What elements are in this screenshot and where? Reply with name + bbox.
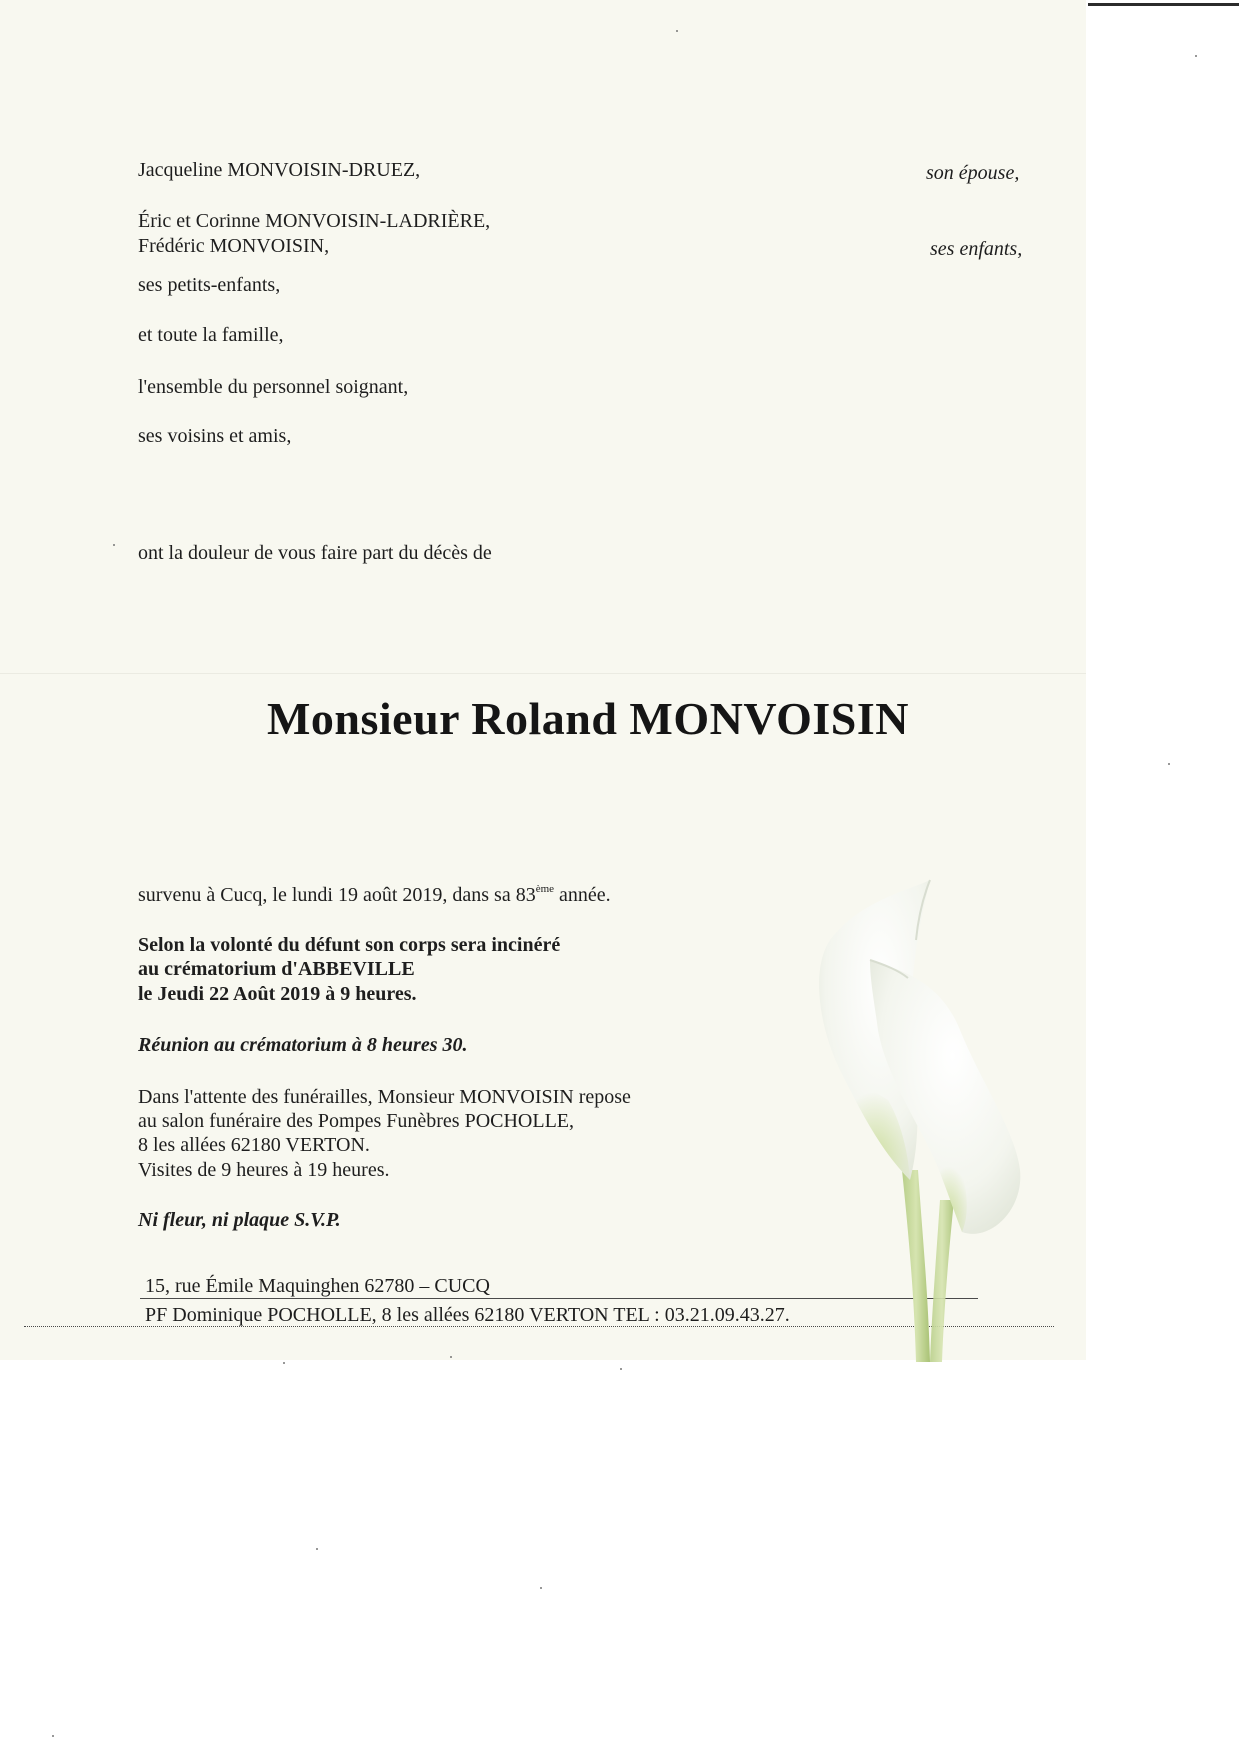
staff-line: l'ensemble du personnel soignant,	[138, 376, 409, 398]
scan-speck	[316, 1548, 318, 1550]
family-line: et toute la famille,	[138, 324, 284, 346]
announcement-intro: ont la douleur de vous faire part du décès de	[138, 542, 492, 564]
scan-speck	[113, 544, 115, 546]
deceased-name: Monsieur Roland MONVOISIN	[266, 693, 910, 744]
scan-speck	[283, 1362, 285, 1364]
grandchildren-line: ses petits-enfants,	[138, 274, 281, 296]
card-fold-line	[0, 673, 1086, 674]
scan-speck	[620, 1368, 622, 1370]
child-2-name: Frédéric MONVOISIN,	[138, 235, 330, 257]
scan-speck	[1195, 55, 1197, 57]
spouse-name: Jacqueline MONVOISIN-DRUEZ,	[138, 159, 421, 181]
footer-funeral-home: PF Dominique POCHOLLE, 8 les allées 62180 VERTON TEL : 03.21.09.43.27.	[145, 1304, 790, 1326]
visitation-line-1: Dans l'attente des funérailles, Monsieur MONVOISIN repose	[138, 1086, 631, 1108]
ceremony-line-3: le Jeudi 22 Août 2019 à 9 heures.	[138, 983, 417, 1005]
neighbours-line: ses voisins et amis,	[138, 425, 292, 447]
death-details	[138, 883, 611, 907]
scan-speck	[450, 1356, 452, 1358]
death-details-superscript: ème	[535, 883, 555, 895]
calla-lily-icon	[790, 870, 1050, 1362]
visitation-line-4: Visites de 9 heures à 19 heures.	[138, 1159, 390, 1181]
death-details-text: survenu à Cucq, le lundi 19 août 2019, dans sa 83	[138, 884, 536, 906]
flowers-request: Ni fleur, ni plaque S.V.P.	[138, 1209, 341, 1231]
children-role: ses enfants,	[930, 238, 1023, 260]
child-1-name: Éric et Corinne MONVOISIN-LADRIÈRE,	[138, 210, 491, 232]
ceremony-line-2: au crématorium d'ABBEVILLE	[138, 958, 415, 980]
visitation-line-3: 8 les allées 62180 VERTON.	[138, 1134, 370, 1156]
spouse-role: son épouse,	[926, 162, 1020, 184]
ceremony-line-1: Selon la volonté du défunt son corps sera incinéré	[138, 934, 561, 956]
death-details-end: année.	[554, 884, 611, 906]
scan-edge-rule	[1088, 3, 1239, 6]
scan-speck	[1168, 763, 1170, 765]
scan-speck	[676, 30, 678, 32]
scan-speck	[52, 1735, 54, 1737]
scan-speck	[540, 1587, 542, 1589]
visitation-line-2: au salon funéraire des Pompes Funèbres POCHOLLE,	[138, 1110, 575, 1132]
meeting-time: Réunion au crématorium à 8 heures 30.	[138, 1034, 468, 1056]
footer-address: 15, rue Émile Maquinghen 62780 – CUCQ	[145, 1275, 490, 1297]
